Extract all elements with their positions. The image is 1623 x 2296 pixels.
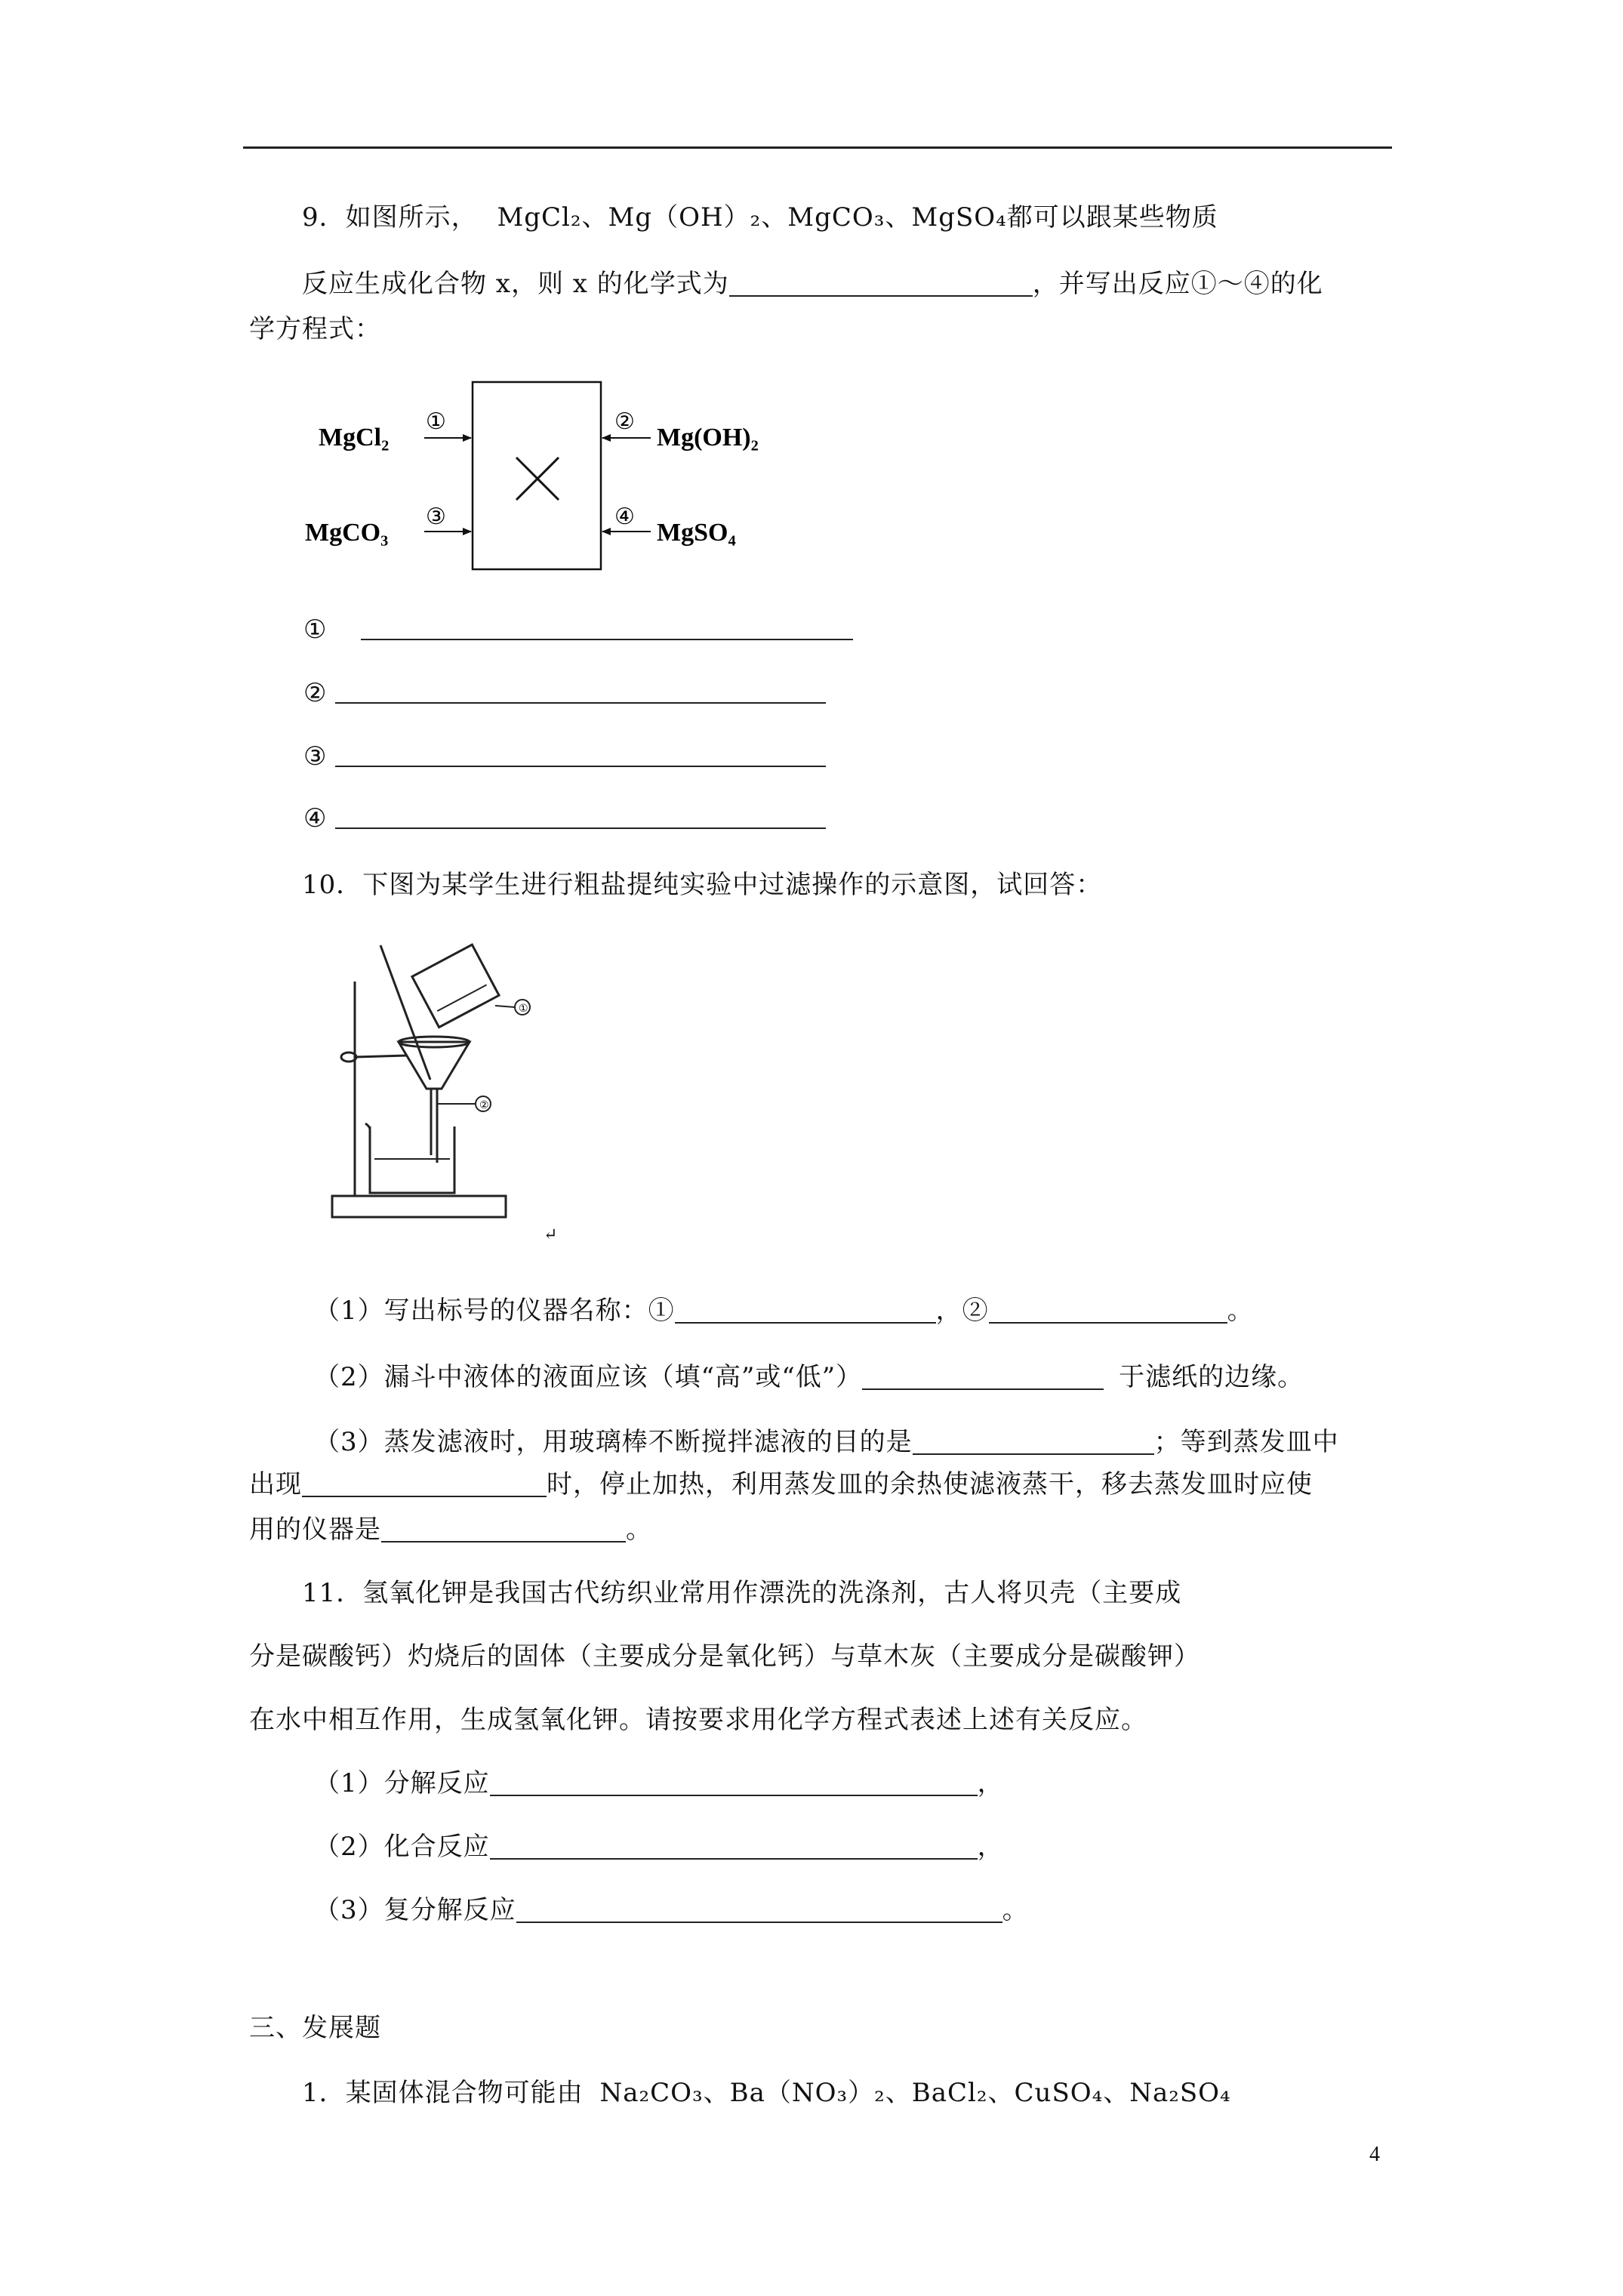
q11-p3-end: 。 — [1002, 1895, 1029, 1925]
ring-arm — [355, 1056, 406, 1057]
section3-q1 — [302, 2076, 1231, 2110]
q10-p1-mid: ，② — [935, 1296, 989, 1326]
q11-line1: 11．氢氧化钾是我国古代纺织业常用作漂洗的洗涤剂，古人将贝壳（主要成 — [302, 1578, 1182, 1608]
label-mgcl2: MgCl₂ — [319, 424, 390, 451]
return-mark: ↵ — [544, 1225, 559, 1244]
beaker-lip — [365, 1123, 370, 1130]
q10-p3-l3-end: 。 — [626, 1515, 652, 1545]
leader-1 — [495, 1006, 515, 1007]
q11-p1-end: ， — [977, 1768, 1004, 1798]
q11-part1 — [314, 1767, 1004, 1800]
figure-label-2: ② — [479, 1100, 489, 1111]
q10-p3-l2-post: 时，停止加热，利用蒸发皿的余热使滤液蒸干，移去蒸发皿时应使 — [547, 1469, 1313, 1499]
q10-part1 — [314, 1294, 1254, 1327]
q9-line1-tail: 都可以跟某些物质 — [1006, 202, 1218, 233]
label-mgso4: MgSO₄ — [657, 519, 736, 547]
figure-label-1: ① — [519, 1003, 528, 1015]
pouring-beaker — [412, 945, 499, 1027]
section3-q1-formulas: Na₂CO₃、Ba（NO₃）₂、BaCl₂、CuSO₄、Na₂SO₄ — [599, 2078, 1231, 2108]
q10-p2-text: （2）漏斗中液体的液面应该（填“高”或“低”） — [314, 1362, 863, 1392]
glass-rod — [380, 945, 430, 1080]
q10-p3-l3-pre: 用的仪器是 — [249, 1515, 381, 1545]
q10-part3-line3 — [249, 1513, 652, 1546]
answer-4-num: ④ — [303, 803, 328, 834]
q10-p3-l2-pre: 出现 — [249, 1469, 302, 1499]
q10-part2 — [314, 1361, 1304, 1394]
q11-blank-3[interactable] — [516, 1896, 1002, 1923]
q10-blank-2[interactable] — [989, 1296, 1227, 1324]
reaction-diagram — [296, 373, 824, 584]
q9-line2-tail: ，并写出反应①～④的化 — [1032, 269, 1323, 299]
q11-line3: 在水中相互作用，生成氢氧化钾。请按要求用化学方程式表述上述有关反应。 — [249, 1705, 1147, 1735]
answer-2-line[interactable] — [335, 702, 826, 704]
q9-line1 — [302, 201, 1218, 234]
q10-blank-4[interactable] — [913, 1428, 1154, 1455]
q10-blank-5[interactable] — [302, 1470, 547, 1497]
q10-p1-text: （1）写出标号的仪器名称：① — [314, 1296, 675, 1326]
q10-p2-tail: 于滤纸的边缘。 — [1119, 1362, 1304, 1392]
q11-p2-text: （2）化合反应 — [314, 1832, 490, 1862]
q10-p3-text: （3）蒸发滤液时，用玻璃棒不断搅拌滤液的目的是 — [314, 1427, 913, 1457]
q10-blank-1[interactable] — [675, 1296, 936, 1324]
diagram-num-1: ① — [426, 409, 446, 434]
answer-1-num: ① — [303, 615, 328, 645]
q9-line2-text: 反应生成化合物 x，则 x 的化学式为 — [302, 269, 729, 299]
stand-base — [332, 1196, 506, 1217]
filtration-figure — [317, 929, 574, 1253]
q9-formulas: MgCl₂、Mg（OH）₂、MgCO₃、MgSO₄ — [497, 202, 1007, 233]
q11-line2: 分是碳酸钙）灼烧后的固体（主要成分是氧化钙）与草木灰（主要成分是碳酸钾） — [249, 1641, 1200, 1672]
q10-part3-line2 — [249, 1468, 1313, 1501]
q10-part3-line1 — [314, 1425, 1339, 1459]
label-mgoh2: Mg(OH)₂ — [657, 424, 759, 451]
q11-part2 — [314, 1830, 1004, 1863]
q10-stem: 10．下图为某学生进行粗盐提纯实验中过滤操作的示意图，试回答： — [302, 870, 1103, 900]
q9-formula-blank[interactable] — [729, 270, 1033, 297]
funnel — [399, 1042, 470, 1089]
label-mgco3: MgCO₃ — [305, 519, 389, 547]
q11-part3 — [314, 1894, 1029, 1927]
diagram-num-2: ② — [614, 409, 635, 434]
q10-p1-end: 。 — [1227, 1296, 1254, 1326]
q11-blank-2[interactable] — [490, 1832, 978, 1860]
q9-line3: 学方程式： — [249, 314, 381, 344]
answer-4-line[interactable] — [335, 827, 826, 829]
section3-q1-text: 1．某固体混合物可能由 — [302, 2078, 584, 2108]
answer-2-num: ② — [303, 678, 328, 708]
q9-line1-text: 9．如图所示， — [302, 202, 478, 233]
diagram-num-3: ③ — [426, 504, 446, 529]
answer-1-line[interactable] — [361, 639, 853, 640]
q11-p1-text: （1）分解反应 — [314, 1768, 490, 1798]
q9-line2 — [302, 267, 1323, 300]
q11-p2-end: ， — [977, 1832, 1004, 1862]
header-rule — [243, 146, 1392, 149]
q11-blank-1[interactable] — [490, 1769, 978, 1796]
compound-x-box — [473, 382, 601, 569]
section3-heading: 三、发展题 — [249, 2013, 381, 2043]
diagram-num-4: ④ — [614, 504, 635, 529]
q10-blank-3[interactable] — [862, 1363, 1104, 1390]
q10-blank-6[interactable] — [381, 1515, 626, 1542]
answer-3-line[interactable] — [335, 766, 826, 767]
answer-3-num: ③ — [303, 741, 328, 772]
page-number: 4 — [1369, 2143, 1380, 2166]
q11-p3-text: （3）复分解反应 — [314, 1895, 516, 1925]
q10-p3-tail: ；等到蒸发皿中 — [1153, 1427, 1339, 1457]
